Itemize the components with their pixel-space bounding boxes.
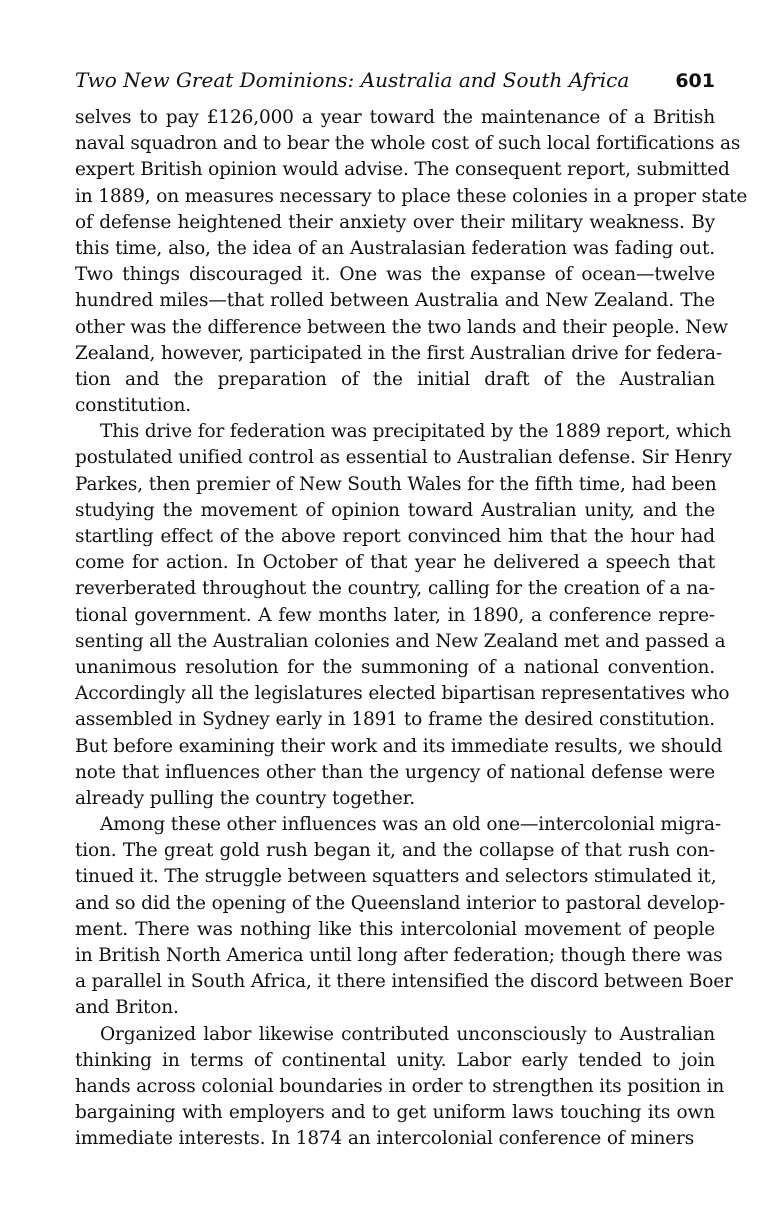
text-line: of defense heightened their anxiety over their military weakness. By xyxy=(75,211,715,233)
text-line: come for action. In October of that year he delivered a speech that xyxy=(75,552,715,574)
text-line: Accordingly all the legislatures elected bipartisan representatives who xyxy=(75,683,730,705)
text-line: tional government. A few months later, in 1890, a conference repre- xyxy=(75,604,715,626)
text-line: and Briton. xyxy=(75,997,179,1019)
text-line: tion. The great gold rush began it, and the collapse of that rush con- xyxy=(75,840,715,862)
text-line: bargaining with employers and to get uniform laws touching its own xyxy=(75,1102,715,1124)
text-line: in 1889, on measures necessary to place these colonies in a proper state xyxy=(75,185,748,207)
text-line: startling effect of the above report convinced him that the hour had xyxy=(75,526,715,547)
book-page xyxy=(75,60,748,1153)
running-title: Two New Great Dominions: Australia and South Africa xyxy=(75,68,630,92)
text-line: already pulling the country together. xyxy=(75,787,416,809)
text-line: expert British opinion would advise. The consequent report, submitted xyxy=(75,159,730,181)
text-line: Parkes, then premier of New South Wales for the fifth time, had been xyxy=(75,473,717,495)
text-line: naval squadron and to bear the whole cost of such local fortifications as xyxy=(75,133,741,155)
body-text xyxy=(75,105,748,1153)
text-line: senting all the Australian colonies and New Zealand met and passed a xyxy=(75,630,726,652)
text-line: constitution. xyxy=(75,395,191,417)
text-line: Organized labor likewise contributed unconsciously to Australian xyxy=(100,1023,715,1045)
text-line: selves to pay £126,000 a year toward the maintenance of a British xyxy=(75,107,715,128)
text-line: Zealand, however, participated in the first Australian drive for federa- xyxy=(75,342,722,364)
text-line: in British North America until long after federation; though there was xyxy=(75,945,723,966)
text-line: assembled in Sydney early in 1891 to frame the desired constitution. xyxy=(75,709,715,731)
text-line: thinking in terms of continental unity. Labor early tended to join xyxy=(75,1049,715,1071)
text-line: other was the difference between the two lands and their people. New xyxy=(75,316,728,338)
text-line: postulated unified control as essential to Australian defense. Sir Henry xyxy=(75,447,732,469)
text-line: This drive for federation was precipitated by the 1889 report, which xyxy=(100,421,732,443)
text-line: studying the movement of opinion toward Australian unity, and the xyxy=(75,499,715,521)
text-line: But before examining their work and its immediate results, we should xyxy=(75,735,723,757)
text-line: ment. There was nothing like this intercolonial movement of people xyxy=(75,918,715,940)
text-line: and so did the opening of the Queensland interior to pastoral develop- xyxy=(75,892,725,914)
page-number: 601 xyxy=(675,70,715,92)
text-line: hands across colonial boundaries in order to strengthen its position in xyxy=(75,1075,725,1097)
paragraph xyxy=(75,105,748,419)
text-line: this time, also, the idea of an Australasian federation was fading out. xyxy=(75,237,715,259)
text-line: immediate interests. In 1874 an intercolonial conference of miners xyxy=(75,1128,695,1150)
running-head xyxy=(75,60,715,100)
text-line: unanimous resolution for the summoning of a national convention. xyxy=(75,656,715,678)
text-line: note that influences other than the urgency of national defense were xyxy=(75,761,715,783)
paragraph xyxy=(75,1022,725,1153)
text-line: Two things discouraged it. One was the expanse of ocean—twelve xyxy=(75,264,715,286)
text-line: reverberated throughout the country, calling for the creation of a na- xyxy=(75,578,715,600)
paragraph xyxy=(75,419,732,812)
text-line: hundred miles—that rolled between Australia and New Zealand. The xyxy=(75,290,715,312)
text-line: tion and the preparation of the initial draft of the Australian xyxy=(75,368,715,390)
text-line: tinued it. The struggle between squatters and selectors stimulated it, xyxy=(75,866,717,888)
text-line: a parallel in South Africa, it there intensified the discord between Boer xyxy=(75,971,733,993)
text-line: Among these other influences was an old one—intercolonial migra- xyxy=(100,814,721,836)
paragraph xyxy=(75,812,733,1022)
